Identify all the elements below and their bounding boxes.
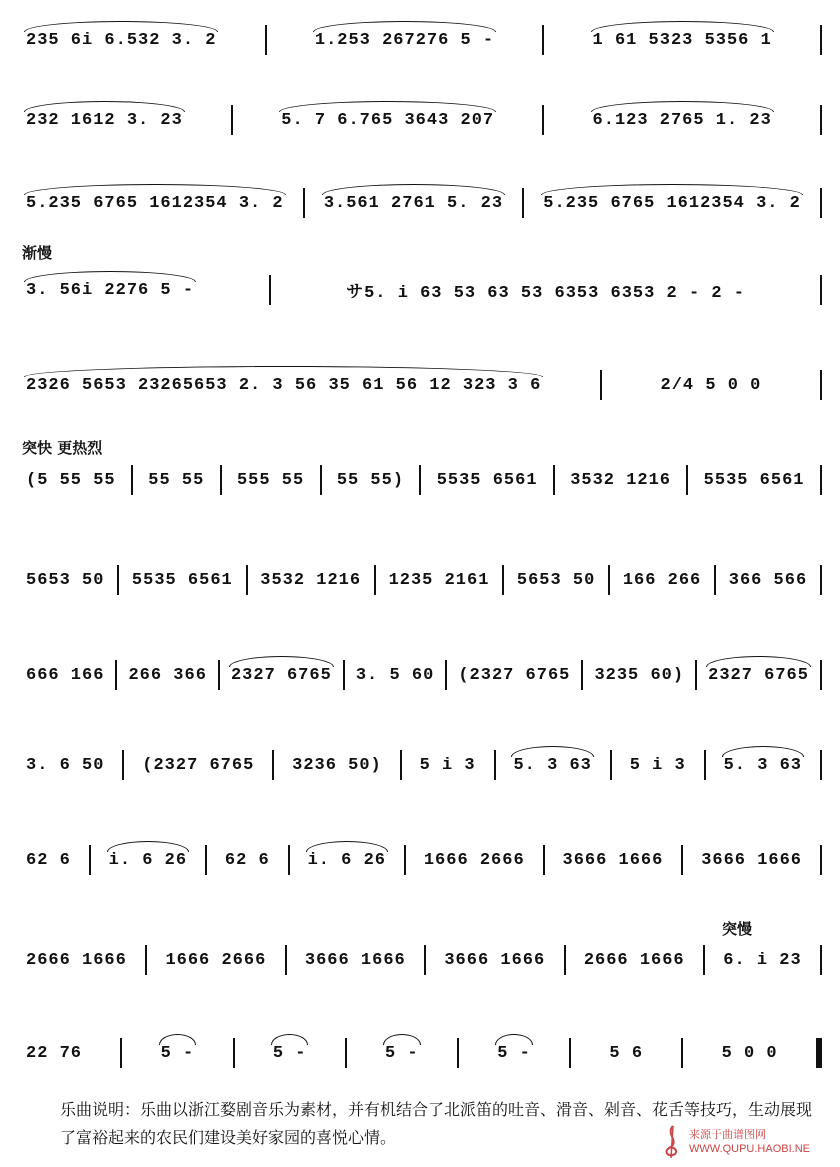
measure-notes: 62 6 <box>224 850 270 870</box>
tempo-sudden-slow: 突慢 <box>722 920 753 938</box>
staff-system <box>18 100 822 140</box>
measure-notes: 5653 50 <box>26 570 105 590</box>
measure <box>436 951 553 970</box>
measure <box>140 471 212 490</box>
barline <box>820 565 822 595</box>
measure-notes: 5 - <box>385 1043 419 1063</box>
measure <box>157 951 274 970</box>
barline <box>569 1038 571 1068</box>
barline <box>686 465 688 495</box>
measure <box>381 571 498 590</box>
barline <box>457 1038 459 1068</box>
measure <box>700 666 817 685</box>
measure-notes: i. 6 26 <box>108 850 188 870</box>
measure-notes: 5 0 0 <box>721 1043 778 1063</box>
barline <box>681 1038 683 1068</box>
barline <box>820 660 822 690</box>
measure-notes: 2327 6765 <box>708 665 809 685</box>
barline <box>820 25 822 55</box>
description-note: 乐曲说明：乐曲以浙江婺剧音乐为素材，并有机结合了北派笛的吐音、滑音、剁音、花舌等技巧，生动展现了富裕起来的农民们建设美好家园的喜悦心情。 <box>60 1100 813 1147</box>
barline <box>820 105 822 135</box>
measure-notes: 166 266 <box>622 570 702 590</box>
measure-notes: 2/4 5 0 0 <box>660 375 762 395</box>
slur-mark <box>279 101 496 112</box>
barline <box>231 105 233 135</box>
measure <box>505 756 599 775</box>
measure <box>377 1044 427 1063</box>
treble-clef-icon <box>659 1124 685 1160</box>
measure-notes: 3532 1216 <box>260 570 362 590</box>
measure-notes: 5.235 6765 1612354 3. 2 <box>543 193 801 213</box>
measure <box>300 851 394 870</box>
barline <box>122 750 124 780</box>
measure <box>416 851 533 870</box>
measure <box>509 571 603 590</box>
measure <box>622 756 694 775</box>
measure-notes: 3666 1666 <box>701 850 803 870</box>
barline <box>820 370 822 400</box>
measure <box>721 571 815 590</box>
measure-notes: 3. 56i 2276 5 - <box>26 280 195 300</box>
barline <box>288 845 290 875</box>
barline <box>714 565 716 595</box>
tempo-sudden-fast: 突快 更热烈 <box>22 439 103 457</box>
measure-notes: 5653 50 <box>516 570 596 590</box>
barline <box>502 565 504 595</box>
slur-mark <box>383 1034 421 1045</box>
measure <box>555 851 672 870</box>
measure-notes: 5 - <box>160 1043 195 1063</box>
slur-mark <box>722 746 804 757</box>
barline <box>703 945 705 975</box>
measure <box>297 951 414 970</box>
measure <box>696 471 813 490</box>
tempo-slowing: 渐慢 <box>22 244 53 262</box>
measure-notes: 5 - <box>272 1043 307 1063</box>
watermark-line1: 来源于曲谱图网 <box>689 1129 766 1141</box>
measure-notes: 5. 3 63 <box>723 755 803 775</box>
measure-notes: 3236 50) <box>292 755 382 775</box>
measure <box>18 756 112 775</box>
measure-notes: (2327 6765 <box>142 755 255 775</box>
barline <box>820 845 822 875</box>
slur-mark <box>24 271 196 282</box>
barline <box>320 465 322 495</box>
slur-mark <box>24 21 218 32</box>
measure <box>18 571 112 590</box>
measure <box>18 31 224 50</box>
measure-notes: 5 - <box>497 1043 531 1063</box>
measure <box>576 951 693 970</box>
measure <box>450 666 578 685</box>
barline <box>581 660 583 690</box>
measure-notes: 1.253 267276 5 - <box>314 30 495 50</box>
barline <box>681 845 683 875</box>
measure <box>714 1044 786 1063</box>
measure <box>562 471 679 490</box>
barline <box>120 1038 122 1068</box>
slur-mark <box>271 1034 309 1045</box>
measure <box>716 756 810 775</box>
barline <box>820 750 822 780</box>
measure-notes: (5 55 55 <box>26 470 116 490</box>
measure <box>18 376 549 395</box>
barline <box>303 188 305 218</box>
measure-notes: 22 76 <box>26 1043 83 1063</box>
measure <box>601 1044 651 1063</box>
measure <box>585 111 780 130</box>
barline <box>445 660 447 690</box>
barline <box>419 465 421 495</box>
barline <box>265 25 267 55</box>
measure-notes: 3.561 2761 5. 23 <box>323 193 504 213</box>
measure <box>307 31 502 50</box>
slur-mark <box>229 656 334 667</box>
slur-mark <box>313 21 496 32</box>
measure <box>348 666 442 685</box>
measure <box>120 666 214 685</box>
measure <box>715 951 809 970</box>
measure <box>18 471 124 490</box>
measure <box>586 666 692 685</box>
measure-notes: i. 6 26 <box>307 850 386 870</box>
barline <box>89 845 91 875</box>
slur-mark <box>322 184 505 195</box>
staff-system <box>18 365 822 405</box>
staff-system <box>18 655 822 695</box>
measure <box>18 951 135 970</box>
staff-system <box>18 940 822 980</box>
measure <box>18 281 202 300</box>
measure <box>653 376 770 395</box>
measure <box>18 111 191 130</box>
slur-mark <box>591 21 774 32</box>
measure <box>124 571 241 590</box>
barline <box>553 465 555 495</box>
measure-notes: 232 1612 3. 23 <box>26 110 183 130</box>
measure-notes: 3666 1666 <box>444 950 546 970</box>
measure-notes: 3666 1666 <box>304 950 406 970</box>
measure-notes: サ5. i 63 53 63 53 6353 6353 2 - 2 - <box>346 284 745 303</box>
measure <box>252 571 369 590</box>
barline <box>600 370 602 400</box>
barline <box>820 188 822 218</box>
measure-notes: 3532 1216 <box>570 470 672 490</box>
measure <box>329 471 412 490</box>
staff-system <box>18 183 822 223</box>
measure <box>153 1044 203 1063</box>
barline <box>543 845 545 875</box>
barline <box>117 565 119 595</box>
measure-notes: 5 6 <box>609 1043 644 1063</box>
staff-system <box>18 745 822 785</box>
slur-mark <box>24 101 185 112</box>
barline <box>131 465 133 495</box>
measure-notes: 666 166 <box>26 665 105 685</box>
measure-notes: 5 i 3 <box>419 755 476 775</box>
barline <box>246 565 248 595</box>
staff-system <box>18 20 822 60</box>
barline <box>400 750 402 780</box>
barline <box>820 465 822 495</box>
measure-notes: 5 i 3 <box>629 755 686 775</box>
slur-mark <box>107 841 189 852</box>
barline <box>610 750 612 780</box>
measure-notes: 5. 3 63 <box>513 755 592 775</box>
measure <box>429 471 546 490</box>
measure-notes: 235 6i 6.532 3. 2 <box>26 30 217 50</box>
measure <box>316 194 511 213</box>
barline <box>542 25 544 55</box>
measure-notes: 3235 60) <box>594 665 685 685</box>
measure-notes: 5. 7 6.765 3643 207 <box>281 110 495 130</box>
measure-notes: 1235 2161 <box>388 570 490 590</box>
measure <box>101 851 195 870</box>
measure-notes: 5535 6561 <box>436 470 538 490</box>
barline <box>272 750 274 780</box>
measure <box>412 756 484 775</box>
measure-notes: 62 6 <box>26 850 71 870</box>
barline <box>218 660 220 690</box>
barline <box>115 660 117 690</box>
measure <box>535 194 809 213</box>
measure-notes: (2327 6765 <box>458 665 571 685</box>
barline <box>345 1038 347 1068</box>
slur-mark <box>511 746 593 757</box>
measure <box>489 1044 539 1063</box>
measure-notes: 3. 6 50 <box>26 755 105 775</box>
barline <box>695 660 697 690</box>
measure-notes: 3666 1666 <box>562 850 664 870</box>
measure <box>18 851 79 870</box>
measure-notes: 1 61 5323 5356 1 <box>592 30 772 50</box>
barline <box>374 565 376 595</box>
barline <box>820 275 822 305</box>
measure-notes: 266 366 <box>128 665 207 685</box>
measure <box>18 194 292 213</box>
measure-notes: 6.123 2765 1. 23 <box>592 110 772 130</box>
staff-system <box>18 270 822 310</box>
measure <box>229 471 312 490</box>
barline <box>220 465 222 495</box>
barline <box>233 1038 235 1068</box>
barline <box>269 275 271 305</box>
measure <box>693 851 810 870</box>
measure-notes: 2666 1666 <box>583 950 685 970</box>
barline <box>608 565 610 595</box>
measure <box>585 31 780 50</box>
measure-notes: 6. i 23 <box>723 950 802 970</box>
slur-mark <box>306 841 388 852</box>
barline <box>285 945 287 975</box>
slur-mark <box>495 1034 533 1045</box>
staff-system <box>18 1033 822 1073</box>
measure-notes: 555 55 <box>236 470 305 490</box>
slur-mark <box>541 184 803 195</box>
slur-mark <box>591 101 774 112</box>
barline <box>494 750 496 780</box>
measure-notes: 366 566 <box>728 570 808 590</box>
watermark <box>659 1121 834 1163</box>
measure <box>217 851 278 870</box>
measure <box>273 111 502 130</box>
barline <box>564 945 566 975</box>
measure <box>338 277 753 303</box>
measure <box>265 1044 315 1063</box>
barline <box>704 750 706 780</box>
measure-notes: 55 55 <box>148 470 205 490</box>
measure <box>134 756 262 775</box>
measure-notes: 3. 5 60 <box>355 665 435 685</box>
final-barline <box>816 1038 822 1068</box>
measure-notes: 55 55) <box>336 470 405 490</box>
measure-notes: 5.235 6765 1612354 3. 2 <box>26 193 284 213</box>
measure-notes: 5535 6561 <box>131 570 233 590</box>
measure-notes: 2326 5653 23265653 2. 3 56 35 61 56 12 323 3 6 <box>26 375 542 395</box>
measure <box>18 666 112 685</box>
measure-notes: 1666 2666 <box>423 850 525 870</box>
slur-mark <box>24 184 286 195</box>
staff-system <box>18 840 822 880</box>
barline <box>522 188 524 218</box>
barline <box>424 945 426 975</box>
barline <box>404 845 406 875</box>
measure <box>223 666 340 685</box>
measure <box>284 756 390 775</box>
barline <box>343 660 345 690</box>
barline <box>820 945 822 975</box>
measure-notes: 1666 2666 <box>165 950 267 970</box>
measure-notes: 2666 1666 <box>26 950 127 970</box>
staff-system <box>18 560 822 600</box>
barline <box>205 845 207 875</box>
measure-notes: 2327 6765 <box>230 665 332 685</box>
watermark-line2: WWW.QUPU.HAOBI.NE <box>689 1143 810 1155</box>
measure <box>615 571 709 590</box>
barline <box>145 945 147 975</box>
slur-mark <box>706 656 811 667</box>
slur-mark <box>159 1034 197 1045</box>
measure <box>18 1044 90 1063</box>
staff-system <box>18 460 822 500</box>
slur-mark <box>24 366 543 377</box>
measure-notes: 5535 6561 <box>703 470 805 490</box>
barline <box>542 105 544 135</box>
